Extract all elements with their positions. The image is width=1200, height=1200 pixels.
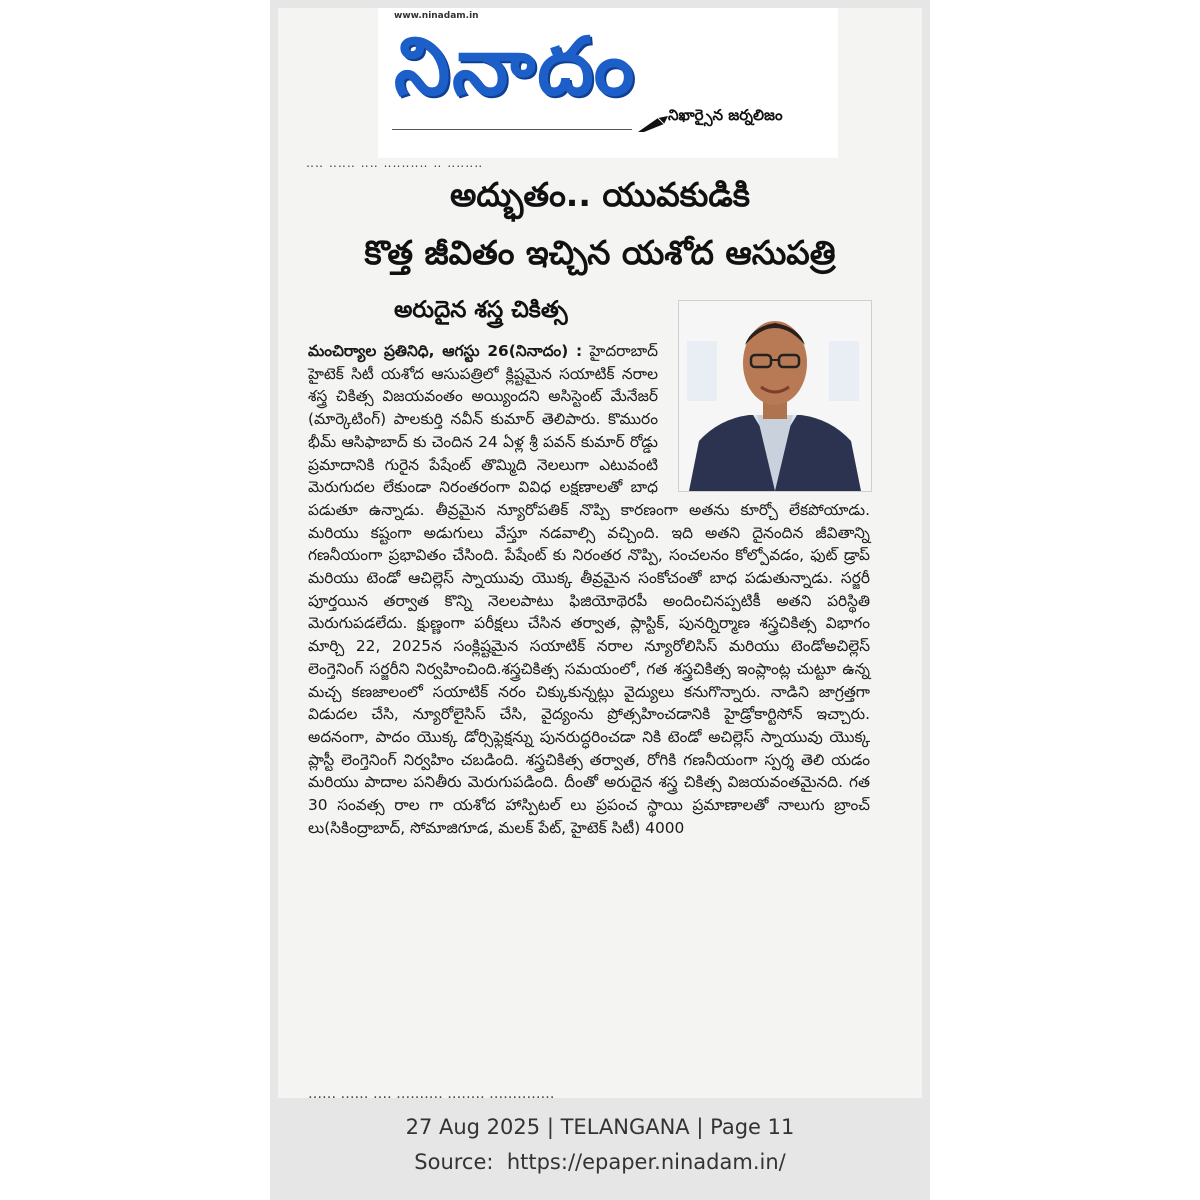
site-url: www.ninadam.in [394,11,479,21]
dateline: మంచిర్యాల ప్రతినిధి, ఆగస్టు 26(నినాదం) : [308,342,583,360]
masthead [378,8,838,158]
tagline: నిఖార్సైన జర్నలిజం [668,106,783,124]
cropped-text-top: ‥‥ ‥‥‥ ‥‥ ‥‥‥‥‥ ‥ ‥‥‥‥ [306,158,484,170]
cropped-text-bottom: ‥‥‥ ‥‥‥ ‥‥ ‥‥‥‥‥ ‥‥‥‥ ‥‥‥‥‥‥‥ [308,1090,555,1098]
footer-edition: TELANGANA [560,1115,690,1139]
footer-source [0,1150,1200,1174]
newspaper-logo: నినాదం [394,20,637,113]
footer-date: 27 Aug 2025 [405,1115,541,1139]
footer-edition-info: 27 Aug 2025 | TELANGANA | Page 11 [405,1115,795,1139]
headline-line-1: అద్భుతం.. యువకుడికి [450,175,750,214]
tagline-rule [392,129,632,130]
photo-wrap-space [658,340,870,492]
headline-line-2: కొత్త జీవితం ఇచ్చిన యశోద ఆసుపత్రి [364,233,836,272]
footer-page: Page 11 [710,1115,795,1139]
source-label: Source: [414,1150,494,1174]
newspaper-clipping [278,8,922,1098]
subheadline: అరుదైన శస్త్ర చికిత్స [394,297,568,323]
article-text: హైదరాబాద్ హైటెక్ సిటీ యశోద ఆసుపత్రిలో క్లిష్టమైన సయాటిక్ నరాల శస్త్ర చికిత్స విజయవంతం అయ్యిందని అసిస్టెంట్ మేనేజర్ (మార్కెటింగ్) పాలకుర్తి నవీన్ కుమార్ తెలిపారు. కొమురం భీమ్ ఆసిఫాబాద్ కు చెందిన 24 ఏళ్ల శ్రీ పవన్ కుమార్ రోడ్డు ప్రమాదానికి గురైన పేషేంట్ తొమ్మిది నెలలుగా ఎటువంటి మెరుగుదల లేకుండా నిరంతరంగా వివిధ లక్షణాలతో బాధ పడుతూ ఉన్నాడు. తీవ్రమైన న్యూరోపతిక్ నొప్పి కారణంగా అతను కూర్చో లేకపోయాడు. మరియు కష్టంగా అడుగులు వేస్తూ నడవాల్సి వచ్చింది. ఇది అతని దైనందిన జీవితాన్ని గణనీయంగా ప్రభావితం చేసింది. పేషేంట్ కు నిరంతర నొప్పి, సంచలనం కోల్పోవడం, ఫుట్ డ్రాప్ మరియు టెండో ఆచిల్లెస్ స్నాయువు యొక్క తీవ్రమైన సంకోచంతో బాధ పడుతున్నాడు. సర్జరీ పూర్తయిన తర్వాత కొన్ని నెలలపాటు ఫిజియోథెరపీ అందించినప్పటికీ అతని పరిస్థితి మెరుగుపడలేదు. క్షుణ్ణంగా పరీక్షలు చేసిన తర్వాత, ప్లాస్టిక్, పునర్నిర్మాణ శస్త్రచికిత్స విభాగం మార్చి 22, 2025న సంక్లిష్టమైన సయాటిక్ నరాల న్యూరోలిసిస్ మరియు టెండోఅచిల్లెస్ లెంగ్తెనింగ్ సర్జరీని నిర్వహించింది.శస్త్రచికిత్స సమయంలో, గత శస్త్రచికిత్స ఇంప్లాంట్ల చుట్టూ ఉన్న మచ్చ కణజాలంలో సయాటిక్ నరం చిక్కుకున్నట్లు వైద్యులు కనుగొన్నారు. నాడిని జాగ్రత్తగా విడుదల చేసి, న్యూరోలైసిస్ చేసి, వైద్యంను ప్రోత్సహించడానికి హైడ్రోకార్టిసోన్ ఇచ్చారు. అదనంగా, పాదం యొక్క డోర్సిఫ్లెక్షన్ను పునరుద్ధరించడా నికి టెండో అచిల్లెస్ స్నాయువు యొక్క ప్లాస్టీ లెంగ్తెనింగ్ నిర్వహిం చబడింది. శస్త్రచికిత్స తర్వాత, రోగికి గణనీయంగా స్పర్శ తెలి యడం మరియు పాదాల పనితీరు మెరుగుపడింది. దీంతో అరుదైన శస్త్ర చికిత్స విజయవంతమైనది. గత 30 సంవత్స రాల గా యశోద హాస్పిటల్ లు ప్రపంచ స్థాయి ప్రమాణాలతో నాలుగు బ్రాంచ్ లు(సికింద్రాబాద్, సోమాజిగూడ, మలక్ పేట్, హైటెక్ సిటీ) 4000 [308,342,870,837]
pen-nib-icon [636,112,670,134]
article-body [308,340,870,839]
source-url[interactable]: https://epaper.ninadam.in/ [506,1150,786,1174]
